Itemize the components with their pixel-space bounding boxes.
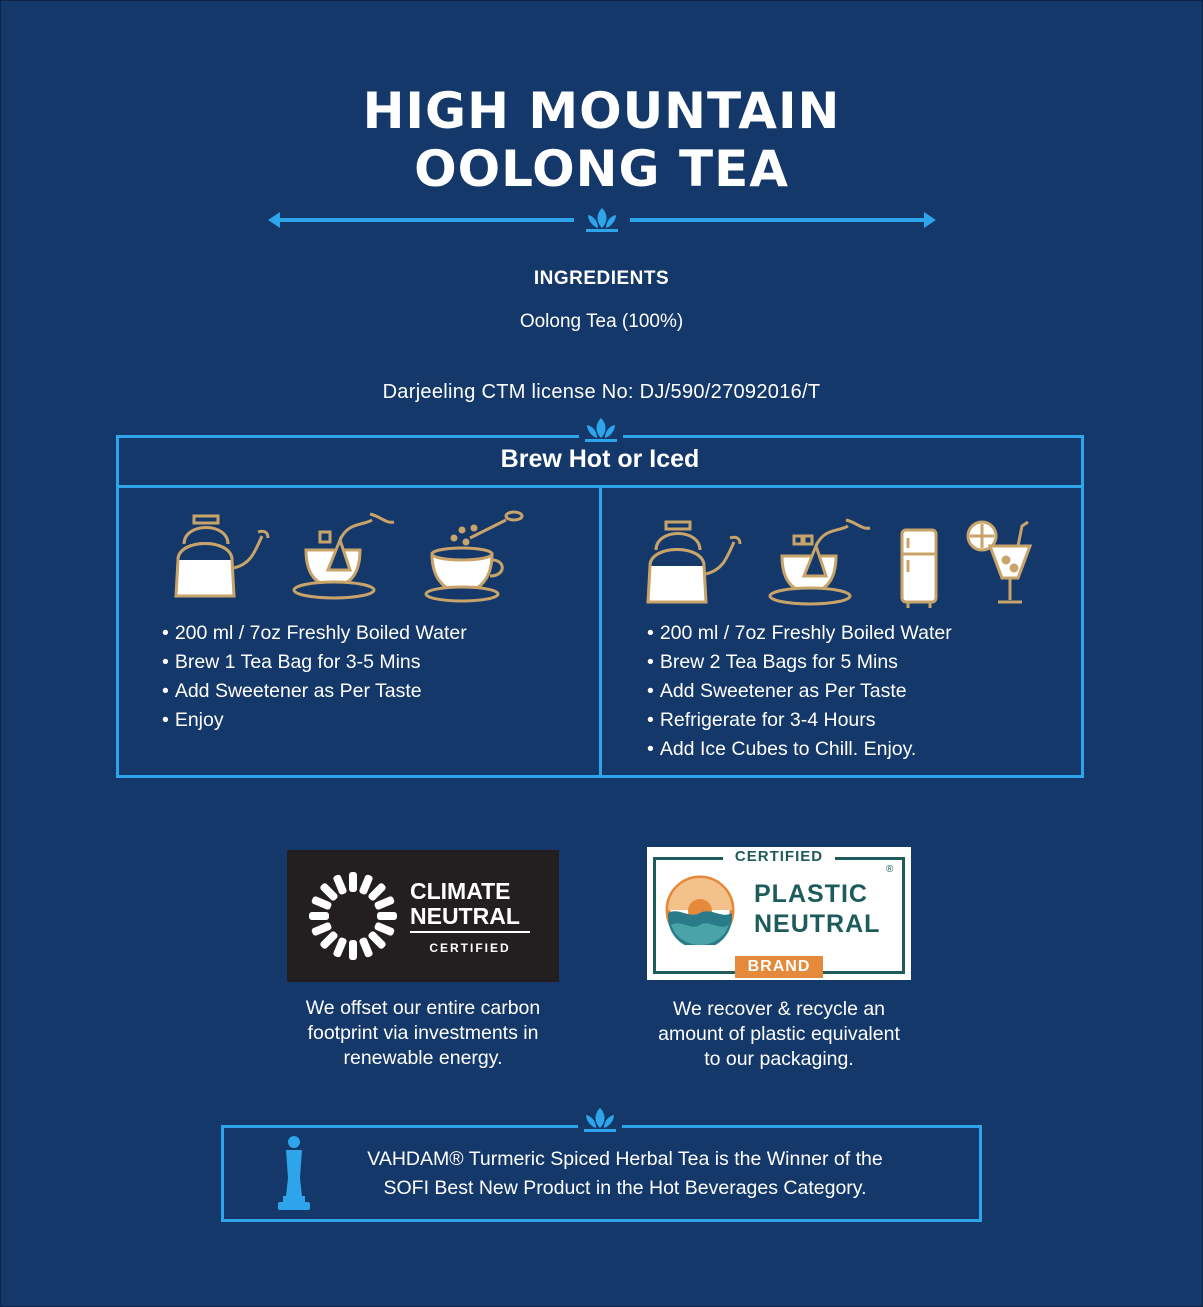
list-item: • Brew 1 Tea Bag for 3-5 Mins [162,648,467,677]
list-item: • 200 ml / 7oz Freshly Boiled Water [162,619,467,648]
leaf-icon [578,1104,622,1136]
brew-divider-vertical [599,488,602,778]
climate-badge-line1: CLIMATE [410,878,511,904]
caption-line: We recover & recycle an [672,998,886,1020]
list-item: • Add Sweetener as Per Taste [647,677,952,706]
plastic-badge-bottom: BRAND [735,956,823,978]
hot-brew-icons [170,510,530,606]
product-title-line1: HIGH MOUNTAIN [362,82,841,140]
refrigerator-icon [902,530,936,608]
climate-neutral-badge [287,850,559,982]
iced-drink-icon [968,522,1030,602]
hot-brew-steps [162,619,467,735]
plastic-caption [624,997,934,1072]
kettle-icon [176,516,268,596]
award-text [300,1145,950,1203]
iced-brew-icons [642,516,1032,608]
plastic-neutral-badge [647,847,911,980]
caption-line: renewable energy. [343,1047,503,1069]
list-item: • Refrigerate for 3-4 Hours [647,706,952,735]
registered-mark: ® [886,864,894,875]
climate-badge-line2: NEUTRAL [410,903,520,929]
ingredients-value: Oolong Tea (100%) [519,311,684,332]
list-item: • 200 ml / 7oz Freshly Boiled Water [647,619,952,648]
list-item: • Enjoy [162,706,467,735]
brew-title: Brew Hot or Iced [500,445,700,473]
sunburst-icon [307,870,399,962]
caption-line: footprint via investments in [307,1022,539,1044]
award-line: SOFI Best New Product in the Hot Beverages Category. [383,1177,867,1199]
plastic-badge-top: CERTIFIED [723,847,835,867]
caption-line: to our packaging. [704,1048,854,1070]
tea-bag-cup-icon [770,520,870,604]
ingredients-label: INGREDIENTS [533,268,670,289]
list-item: • Add Sweetener as Per Taste [162,677,467,706]
climate-caption [270,996,576,1071]
climate-badge-line3: CERTIFIED [429,941,511,955]
sea-sun-icon [665,875,735,945]
leaf-icon [579,416,623,446]
license-text: Darjeeling CTM license No: DJ/590/27092016/T [382,381,821,403]
product-title-line2: OOLONG TEA [414,140,789,198]
list-item: • Brew 2 Tea Bags for 5 Mins [647,648,952,677]
caption-line: amount of plastic equivalent [658,1023,900,1045]
list-item: • Add Ice Cubes to Chill. Enjoy. [647,735,952,764]
sweetener-cup-icon [426,512,522,601]
climate-badge-rule [410,931,530,933]
kettle-icon [648,522,740,602]
leaf-icon [586,208,618,232]
iced-brew-steps [647,619,952,764]
ornament-divider [268,204,936,236]
tea-bag-cup-icon [294,514,394,598]
plastic-badge-line2: NEUTRAL [754,910,881,938]
caption-line: We offset our entire carbon [305,997,541,1019]
award-line: VAHDAM® Turmeric Spiced Herbal Tea is the Winner of the [367,1148,883,1170]
plastic-badge-line1: PLASTIC [754,880,868,908]
